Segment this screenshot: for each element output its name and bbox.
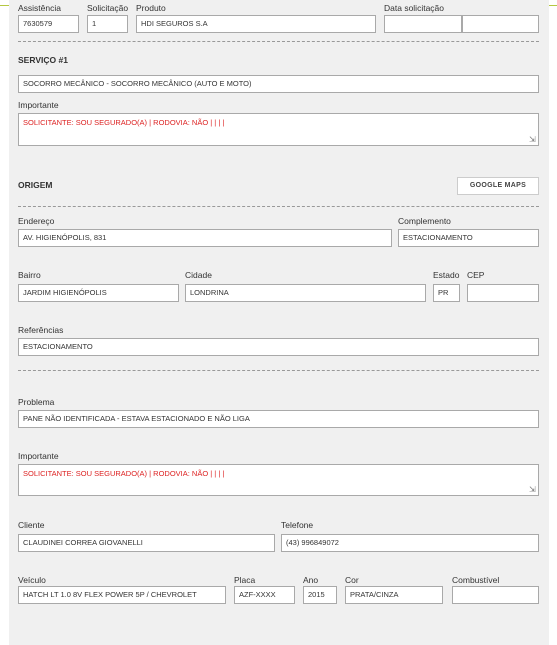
referencias-field[interactable]: ESTACIONAMENTO [18, 338, 539, 356]
solicitacao-label: Solicitação [87, 3, 129, 13]
data-solicitacao-label: Data solicitação [384, 3, 445, 13]
placa-label: Placa [234, 575, 256, 585]
section-divider [18, 206, 539, 207]
importante-textarea-2[interactable] [18, 464, 539, 496]
bairro-label: Bairro [18, 270, 41, 280]
servico-field[interactable]: SOCORRO MECÂNICO - SOCORRO MECÂNICO (AUTO E MOTO) [18, 75, 539, 93]
produto-field[interactable]: HDI SEGUROS S.A [136, 15, 376, 33]
section-divider [18, 370, 539, 371]
google-maps-button[interactable]: GOOGLE MAPS [457, 177, 539, 195]
section-divider [18, 41, 539, 42]
assistencia-field[interactable]: 7630579 [18, 15, 79, 33]
cor-label: Cor [345, 575, 359, 585]
importante-text: SOLICITANTE: SOU SEGURADO(A) | RODOVIA: NÃO | | | | [23, 118, 225, 127]
ano-label: Ano [303, 575, 319, 585]
cidade-label: Cidade [185, 270, 212, 280]
complemento-label: Complemento [398, 216, 451, 226]
cliente-field[interactable]: CLAUDINEI CORREA GIOVANELLI [18, 534, 275, 552]
cor-field[interactable]: PRATA/CINZA [345, 586, 443, 604]
importante-text-2: SOLICITANTE: SOU SEGURADO(A) | RODOVIA: NÃO | | | | [23, 469, 225, 478]
telefone-label: Telefone [281, 520, 314, 530]
cep-label: CEP [467, 270, 485, 280]
combustivel-label: Combustível [452, 575, 500, 585]
problema-label: Problema [18, 397, 55, 407]
importante-textarea[interactable] [18, 113, 539, 146]
importante-label: Importante [18, 100, 59, 110]
hora-solicitacao-field[interactable] [462, 15, 539, 33]
cliente-label: Cliente [18, 520, 45, 530]
veiculo-field[interactable]: HATCH LT 1.0 8V FLEX POWER 5P / CHEVROLET [18, 586, 226, 604]
assistencia-label: Assistência [18, 3, 61, 13]
servico-title: SERVIÇO #1 [18, 55, 68, 65]
complemento-field[interactable]: ESTACIONAMENTO [398, 229, 539, 247]
estado-field[interactable]: PR [433, 284, 460, 302]
referencias-label: Referências [18, 325, 64, 335]
resize-grip-icon[interactable]: ⇲ [529, 485, 536, 494]
importante-label-2: Importante [18, 451, 59, 461]
veiculo-label: Veículo [18, 575, 46, 585]
endereco-field[interactable]: AV. HIGIENÓPOLIS, 831 [18, 229, 392, 247]
cidade-field[interactable]: LONDRINA [185, 284, 426, 302]
cep-field[interactable] [467, 284, 539, 302]
data-solicitacao-field[interactable] [384, 15, 462, 33]
problema-field[interactable]: PANE NÃO IDENTIFICADA - ESTAVA ESTACIONADO E NÃO LIGA [18, 410, 539, 428]
telefone-field[interactable]: (43) 996849072 [281, 534, 539, 552]
solicitacao-field[interactable]: 1 [87, 15, 128, 33]
placa-field[interactable]: AZF-XXXX [234, 586, 295, 604]
origem-title: ORIGEM [18, 180, 53, 190]
combustivel-field[interactable] [452, 586, 539, 604]
ano-field[interactable]: 2015 [303, 586, 337, 604]
bairro-field[interactable]: JARDIM HIGIENÓPOLIS [18, 284, 179, 302]
produto-label: Produto [136, 3, 166, 13]
endereco-label: Endereço [18, 216, 55, 226]
resize-grip-icon[interactable]: ⇲ [529, 135, 536, 144]
estado-label: Estado [433, 270, 460, 280]
